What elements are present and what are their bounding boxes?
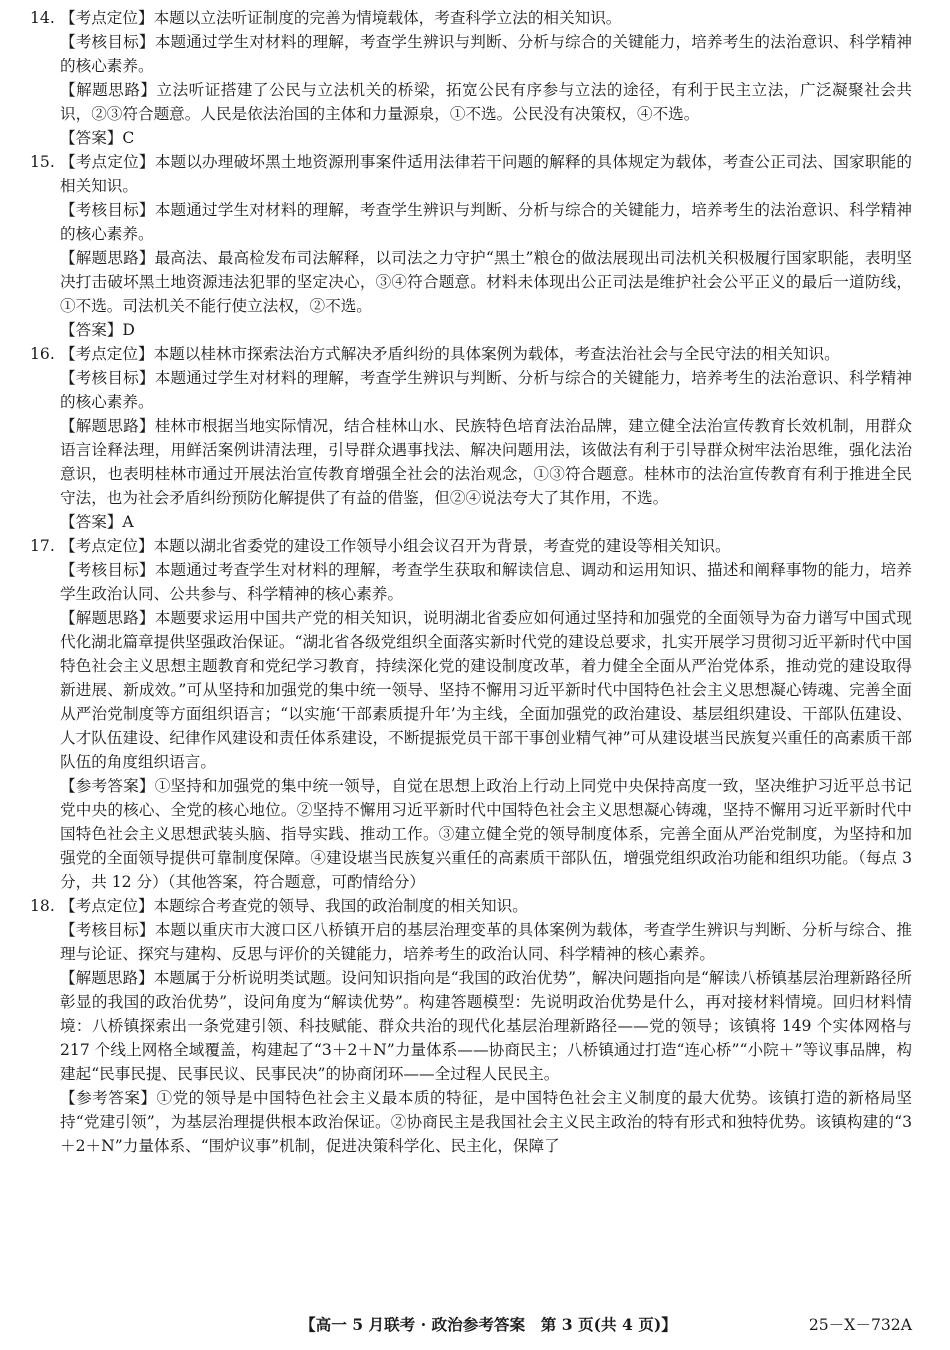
question-18 <box>30 894 912 1158</box>
paragraph-text: 本题要求运用中国共产党的相关知识，说明湖北省委应如何通过坚持和加强党的全面领导为奋力谱写中国式现代化湖北篇章提供坚强政治保证。“湖北省各级党组织全面落实新时代党的建设总要求，扎实开展学习贯彻习近平新时代中国特色社会主义思想主题教育和党纪学习教育，持续深化党的建设制度改革，着力健全全面从严治党体系，推动党的建设取得新进展、新成效。”可从坚持和加强党的集中统一领导、坚持不懈用习近平新时代中国特色社会主义思想凝心铸魂、完善全面从严治党制度等方面组织语言；“以实施‘干部素质提升年’为主线，全面加强党的政治建设、基层组织建设、干部队伍建设、人才队伍建设、纪律作风建设和责任体系建设，不断提振党员干部干事创业精气神”可从建设堪当民族复兴重任的高素质干部队伍的角度组织语言。 <box>60 609 912 771</box>
paragraph-label: 【考核目标】 <box>60 201 155 219</box>
exam-point-paragraph <box>30 534 912 558</box>
paragraph-text: 本题综合考查党的领导、我国的政治制度的相关知识。 <box>153 897 528 915</box>
paragraph-text: 本题通过学生对材料的理解，考查学生辨识与判断、分析与综合的关键能力，培养考生的法治意识、科学精神的核心素养。 <box>60 33 912 75</box>
assessment-goal-paragraph <box>30 30 912 78</box>
solution-approach-paragraph <box>30 246 912 318</box>
exam-point-paragraph <box>30 6 912 30</box>
paragraph-text: ①党的领导是中国特色社会主义最本质的特征，是中国特色社会主义制度的最大优势。该镇打造的新格局坚持“党建引领”，为基层治理提供根本政治保证。②协商民主是我国社会主义民主政治的特有形式和独特优势。该镇构建的“3＋2＋N”力量体系、“围炉议事”机制，促进决策科学化、民主化，保障了 <box>60 1089 912 1155</box>
paragraph-label: 【考核目标】 <box>60 921 155 939</box>
question-number: 18. <box>30 897 55 915</box>
paragraph-text: 本题以办理破坏黑土地资源刑事案件适用法律若干问题的解释的具体规定为载体，考查公正司法、国家职能的相关知识。 <box>60 153 912 195</box>
reference-answer-paragraph <box>30 1086 912 1158</box>
paragraph-text: 本题以桂林市探索法治方式解决矛盾纠纷的具体案例为载体，考查法治社会与全民守法的相关知识。 <box>153 345 840 363</box>
reference-answer-paragraph <box>30 774 912 894</box>
paragraph-text: 本题通过考查学生对材料的理解，考查学生获取和解读信息、调动和运用知识、描述和阐释事物的能力，培养学生政治认同、公共参与、科学精神的核心素养。 <box>60 561 912 603</box>
paragraph-label: 【解题思路】 <box>60 249 155 267</box>
assessment-goal-paragraph <box>30 198 912 246</box>
paragraph-text: 最高法、最高检发布司法解释，以司法之力守护“黑土”粮仓的做法展现出司法机关积极履行国家职能，表明坚决打击破坏黑土地资源违法犯罪的坚定决心，③④符合题意。材料未体现出公正司法是维护社会公平正义的最后一道防线，①不选。司法机关不能行使立法权，②不选。 <box>60 249 912 315</box>
paragraph-label: 【考核目标】 <box>60 369 155 387</box>
question-17 <box>30 534 912 894</box>
paragraph-label: 【答案】 <box>60 321 123 339</box>
question-16 <box>30 342 912 534</box>
exam-point-paragraph <box>30 342 912 366</box>
paragraph-label: 【考核目标】 <box>60 33 155 51</box>
paragraph-text: D <box>122 321 135 339</box>
paragraph-text: 本题属于分析说明类试题。设问知识指向是“我国的政治优势”，解决问题指向是“解读八桥镇基层治理新路径所彰显的我国的政治优势”，设问角度为“解读优势”。构建答题模型：先说明政治优势是什么，再对接材料情境。回归材料情境：八桥镇探索出一条党建引领、科技赋能、群众共治的现代化基层治理新路径——党的领导；该镇将 149 个实体网格与 217 个线上网格全域覆盖，构建起了“3＋2＋N”力量体系——协商民主；八桥镇通过打造“连心桥”“小院＋”等议事品牌，构建起“民事民提、民事民议、民事民决”的协商闭环——全过程人民民主。 <box>60 969 912 1083</box>
assessment-goal-paragraph <box>30 366 912 414</box>
exam-point-paragraph <box>30 150 912 198</box>
answer-paragraph <box>30 126 912 150</box>
paragraph-label: 【解题思路】 <box>60 969 154 987</box>
footer-page-info: 【高一 5 月联考 · 政治参考答案 第 3 页(共 4 页)】 <box>300 1315 677 1334</box>
question-14 <box>30 6 912 150</box>
paragraph-text: 本题通过学生对材料的理解，考查学生辨识与判断、分析与综合的关键能力，培养考生的法治意识、科学精神的核心素养。 <box>60 369 912 411</box>
paragraph-text: 本题以湖北省委党的建设工作领导小组会议召开为背景，考查党的建设等相关知识。 <box>153 537 731 555</box>
solution-approach-paragraph <box>30 966 912 1086</box>
paragraph-text: 桂林市根据当地实际情况，结合桂林山水、民族特色培育法治品牌，建立健全法治宣传教育长效机制，用群众语言诠释法理，用鲜活案例讲清法理，引导群众遇事找法、解决问题用法，该做法有利于引导群众树牢法治思维，强化法治意识，也表明桂林市通过开展法治宣传教育增强全社会的法治观念，①③符合题意。桂林市的法治宣传教育有利于推进全民守法，也为社会矛盾纠纷预防化解提供了有益的借鉴，但②④说法夸大了其作用，不选。 <box>60 417 912 507</box>
question-number: 15. <box>30 153 55 171</box>
paragraph-label: 【考点定位】 <box>60 897 154 915</box>
assessment-goal-paragraph <box>30 558 912 606</box>
exam-point-paragraph <box>30 894 912 918</box>
solution-approach-paragraph <box>30 606 912 774</box>
paragraph-text: ①坚持和加强党的集中统一领导，自觉在思想上政治上行动上同党中央保持高度一致，坚决维护习近平总书记党中央的核心、全党的核心地位。②坚持不懈用习近平新时代中国特色社会主义思想凝心铸魂，坚持不懈用习近平新时代中国特色社会主义思想武装头脑、指导实践、推动工作。③建立健全党的领导制度体系，完善全面从严治党制度，为坚持和加强党的全面领导提供可靠制度保障。④建设堪当民族复兴重任的高素质干部队伍，增强党组织政治功能和组织功能。（每点 3 分，共 12 分）（其他答案，符合题意，可酌情给分） <box>60 777 912 891</box>
question-number: 17. <box>30 537 55 555</box>
paragraph-label: 【答案】 <box>60 513 123 531</box>
paragraph-label: 【解题思路】 <box>60 81 157 99</box>
paragraph-label: 【解题思路】 <box>60 417 155 435</box>
paragraph-label: 【参考答案】 <box>60 777 155 795</box>
paragraph-text: 本题以重庆市大渡口区八桥镇开启的基层治理变革的具体案例为载体，考查学生辨识与判断、分析与综合、推理与论证、探究与建构、反思与评价的关键能力，培养考生的政治认同、科学精神的核心素养。 <box>60 921 912 963</box>
question-15 <box>30 150 912 342</box>
paragraph-text: 本题以立法听证制度的完善为情境载体，考查科学立法的相关知识。 <box>153 9 622 27</box>
paragraph-label: 【参考答案】 <box>60 1089 157 1107</box>
solution-approach-paragraph <box>30 78 912 126</box>
paragraph-text: 立法听证搭建了公民与立法机关的桥梁，拓宽公民有序参与立法的途径，有利于民主立法，广泛凝聚社会共识，②③符合题意。人民是依法治国的主体和力量源泉，①不选。公民没有决策权，④不选。 <box>60 81 912 123</box>
paragraph-label: 【答案】 <box>60 129 123 147</box>
question-number: 16. <box>30 345 55 363</box>
answer-paragraph <box>30 510 912 534</box>
page-footer <box>0 1313 950 1337</box>
solution-approach-paragraph <box>30 414 912 510</box>
paragraph-label: 【考点定位】 <box>60 153 155 171</box>
paragraph-text: 本题通过学生对材料的理解，考查学生辨识与判断、分析与综合的关键能力，培养考生的法治意识、科学精神的核心素养。 <box>60 201 912 243</box>
paragraph-text: C <box>122 129 135 147</box>
paragraph-label: 【考点定位】 <box>60 9 154 27</box>
paragraph-label: 【考点定位】 <box>60 537 154 555</box>
footer-doc-code: 25－X－732A <box>808 1316 912 1334</box>
paragraph-text: A <box>122 513 134 531</box>
answer-paragraph <box>30 318 912 342</box>
paragraph-label: 【考点定位】 <box>60 345 154 363</box>
paragraph-label: 【考核目标】 <box>60 561 155 579</box>
question-number: 14. <box>30 9 55 27</box>
assessment-goal-paragraph <box>30 918 912 966</box>
paragraph-label: 【解题思路】 <box>60 609 155 627</box>
answer-sheet-body <box>30 6 912 1158</box>
